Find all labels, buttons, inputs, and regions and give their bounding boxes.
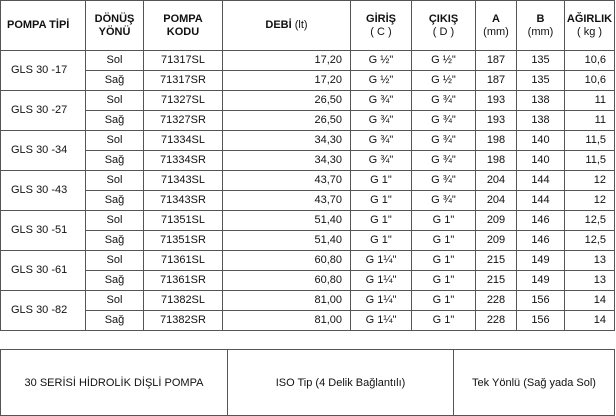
- b-cell: 156: [517, 291, 565, 311]
- a-cell: 204: [476, 191, 517, 211]
- header-b: [517, 1, 565, 51]
- a-cell: 209: [476, 211, 517, 231]
- flow-cell: 17,20: [223, 51, 351, 71]
- weight-cell: 13: [565, 251, 615, 271]
- table-row: [1, 291, 615, 311]
- outlet-cell: G ¾": [412, 171, 476, 191]
- inlet-cell: G ¾": [351, 111, 412, 131]
- b-cell: 140: [517, 131, 565, 151]
- outlet-cell: G 1": [412, 251, 476, 271]
- flow-cell: 81,00: [223, 291, 351, 311]
- flow-cell: 43,70: [223, 171, 351, 191]
- model-cell: GLS 30 -17: [1, 51, 86, 91]
- table-row: [1, 71, 615, 91]
- outlet-cell: G 1": [412, 211, 476, 231]
- b-cell: 144: [517, 191, 565, 211]
- header-direction-line2: YÖNÜ: [98, 25, 131, 38]
- b-cell: 149: [517, 271, 565, 291]
- header-a-line1: A: [492, 12, 500, 25]
- b-cell: 146: [517, 231, 565, 251]
- outlet-cell: G ¾": [412, 111, 476, 131]
- header-model: POMPA TİPİ: [1, 1, 86, 51]
- table-row: [1, 231, 615, 251]
- inlet-cell: G ½": [351, 71, 412, 91]
- outlet-cell: G 1": [412, 311, 476, 331]
- header-weight-line1: AĞIRLIK: [566, 12, 613, 25]
- flow-cell: 34,30: [223, 131, 351, 151]
- header-code-line1: POMPA: [163, 12, 203, 25]
- footer-mount-type: ISO Tip (4 Delik Bağlantılı): [228, 350, 454, 416]
- b-cell: 140: [517, 151, 565, 171]
- header-code: [144, 1, 223, 51]
- weight-cell: 11,5: [565, 131, 615, 151]
- header-flow-label: DEBİ: [265, 19, 292, 31]
- inlet-cell: G 1": [351, 231, 412, 251]
- code-cell: 71327SR: [144, 111, 223, 131]
- weight-cell: 11: [565, 111, 615, 131]
- direction-cell: Sol: [86, 131, 144, 151]
- a-cell: 193: [476, 111, 517, 131]
- weight-cell: 10,6: [565, 71, 615, 91]
- footer-series: 30 SERİSİ HİDROLİK DİŞLİ POMPA: [1, 350, 228, 416]
- header-b-line1: B: [536, 12, 545, 25]
- weight-cell: 10,6: [565, 51, 615, 71]
- outlet-cell: G ½": [412, 71, 476, 91]
- direction-cell: Sağ: [86, 151, 144, 171]
- a-cell: 198: [476, 131, 517, 151]
- header-inlet-line1: GİRİŞ: [366, 12, 396, 25]
- outlet-cell: G ¾": [412, 151, 476, 171]
- inlet-cell: G 1¼": [351, 291, 412, 311]
- b-cell: 156: [517, 311, 565, 331]
- table-row: [1, 91, 615, 111]
- table-row: [1, 311, 615, 331]
- flow-cell: 60,80: [223, 271, 351, 291]
- table-row: [1, 211, 615, 231]
- a-cell: 209: [476, 231, 517, 251]
- header-outlet-line2: ( D ): [432, 25, 455, 38]
- table-row: [1, 111, 615, 131]
- table-header: [1, 1, 615, 51]
- table-row: [1, 191, 615, 211]
- flow-cell: 60,80: [223, 251, 351, 271]
- outlet-cell: G 1": [412, 291, 476, 311]
- b-cell: 138: [517, 91, 565, 111]
- outlet-cell: G 1": [412, 231, 476, 251]
- model-cell: GLS 30 -61: [1, 251, 86, 291]
- table-body: [1, 51, 615, 331]
- a-cell: 187: [476, 71, 517, 91]
- header-direction-line1: DÖNÜŞ: [94, 12, 135, 25]
- weight-cell: 12,5: [565, 211, 615, 231]
- flow-cell: 17,20: [223, 71, 351, 91]
- direction-cell: Sağ: [86, 271, 144, 291]
- direction-cell: Sağ: [86, 71, 144, 91]
- direction-cell: Sol: [86, 211, 144, 231]
- b-cell: 149: [517, 251, 565, 271]
- weight-cell: 12,5: [565, 231, 615, 251]
- code-cell: 71317SR: [144, 71, 223, 91]
- table-row: [1, 51, 615, 71]
- table-row: [1, 171, 615, 191]
- direction-cell: Sol: [86, 251, 144, 271]
- weight-cell: 14: [565, 291, 615, 311]
- b-cell: 144: [517, 171, 565, 191]
- direction-cell: Sağ: [86, 311, 144, 331]
- code-cell: 71361SR: [144, 271, 223, 291]
- model-cell: GLS 30 -43: [1, 171, 86, 211]
- header-weight-line2: ( kg ): [576, 25, 603, 38]
- header-flow: [223, 1, 351, 51]
- flow-cell: 51,40: [223, 231, 351, 251]
- weight-cell: 12: [565, 191, 615, 211]
- inlet-cell: G ¾": [351, 91, 412, 111]
- header-weight: [565, 1, 615, 51]
- header-code-line2: KODU: [166, 25, 200, 38]
- code-cell: 71343SR: [144, 191, 223, 211]
- a-cell: 193: [476, 91, 517, 111]
- a-cell: 215: [476, 251, 517, 271]
- direction-cell: Sağ: [86, 111, 144, 131]
- a-cell: 215: [476, 271, 517, 291]
- flow-cell: 26,50: [223, 91, 351, 111]
- a-cell: 228: [476, 311, 517, 331]
- b-cell: 146: [517, 211, 565, 231]
- header-b-line2: (mm): [527, 25, 554, 38]
- a-cell: 228: [476, 291, 517, 311]
- outlet-cell: G 1": [412, 271, 476, 291]
- code-cell: 71351SL: [144, 211, 223, 231]
- header-outlet: [412, 1, 476, 51]
- code-cell: 71327SL: [144, 91, 223, 111]
- header-flow-unit: (lt): [294, 19, 308, 31]
- code-cell: 71334SL: [144, 131, 223, 151]
- b-cell: 135: [517, 51, 565, 71]
- code-cell: 71334SR: [144, 151, 223, 171]
- outlet-cell: G ¾": [412, 131, 476, 151]
- model-cell: GLS 30 -82: [1, 291, 86, 331]
- a-cell: 198: [476, 151, 517, 171]
- weight-cell: 12: [565, 171, 615, 191]
- weight-cell: 14: [565, 311, 615, 331]
- inlet-cell: G 1": [351, 211, 412, 231]
- flow-cell: 26,50: [223, 111, 351, 131]
- inlet-cell: G ½": [351, 51, 412, 71]
- a-cell: 187: [476, 51, 517, 71]
- weight-cell: 13: [565, 271, 615, 291]
- code-cell: 71382SL: [144, 291, 223, 311]
- code-cell: 71351SR: [144, 231, 223, 251]
- outlet-cell: G ½": [412, 51, 476, 71]
- code-cell: 71343SL: [144, 171, 223, 191]
- inlet-cell: G 1¼": [351, 271, 412, 291]
- table-row: [1, 271, 615, 291]
- header-outlet-line1: ÇIKIŞ: [428, 12, 459, 25]
- header-direction: [86, 1, 144, 51]
- a-cell: 204: [476, 171, 517, 191]
- code-cell: 71382SR: [144, 311, 223, 331]
- direction-cell: Sol: [86, 171, 144, 191]
- table-row: [1, 131, 615, 151]
- inlet-cell: G 1": [351, 191, 412, 211]
- weight-cell: 11: [565, 91, 615, 111]
- direction-cell: Sağ: [86, 231, 144, 251]
- flow-cell: 43,70: [223, 191, 351, 211]
- table-row: [1, 151, 615, 171]
- direction-cell: Sol: [86, 91, 144, 111]
- inlet-cell: G ¾": [351, 151, 412, 171]
- inlet-cell: G 1¼": [351, 251, 412, 271]
- b-cell: 135: [517, 71, 565, 91]
- code-cell: 71361SL: [144, 251, 223, 271]
- b-cell: 138: [517, 111, 565, 131]
- outlet-cell: G ¾": [412, 91, 476, 111]
- header-inlet-line2: ( C ): [370, 25, 392, 38]
- flow-cell: 51,40: [223, 211, 351, 231]
- model-cell: GLS 30 -34: [1, 131, 86, 171]
- flow-cell: 34,30: [223, 151, 351, 171]
- footer-rotation: Tek Yönlü (Sağ yada Sol): [454, 350, 615, 416]
- flow-cell: 81,00: [223, 311, 351, 331]
- code-cell: 71317SL: [144, 51, 223, 71]
- header-inlet: [351, 1, 412, 51]
- direction-cell: Sol: [86, 291, 144, 311]
- direction-cell: Sol: [86, 51, 144, 71]
- weight-cell: 11,5: [565, 151, 615, 171]
- outlet-cell: G ¾": [412, 191, 476, 211]
- model-cell: GLS 30 -27: [1, 91, 86, 131]
- model-cell: GLS 30 -51: [1, 211, 86, 251]
- direction-cell: Sağ: [86, 191, 144, 211]
- inlet-cell: G ¾": [351, 131, 412, 151]
- header-a-line2: (mm): [483, 25, 509, 38]
- header-a: [476, 1, 517, 51]
- inlet-cell: G 1¼": [351, 311, 412, 331]
- footer-table: [0, 349, 615, 416]
- inlet-cell: G 1": [351, 171, 412, 191]
- table-row: [1, 251, 615, 271]
